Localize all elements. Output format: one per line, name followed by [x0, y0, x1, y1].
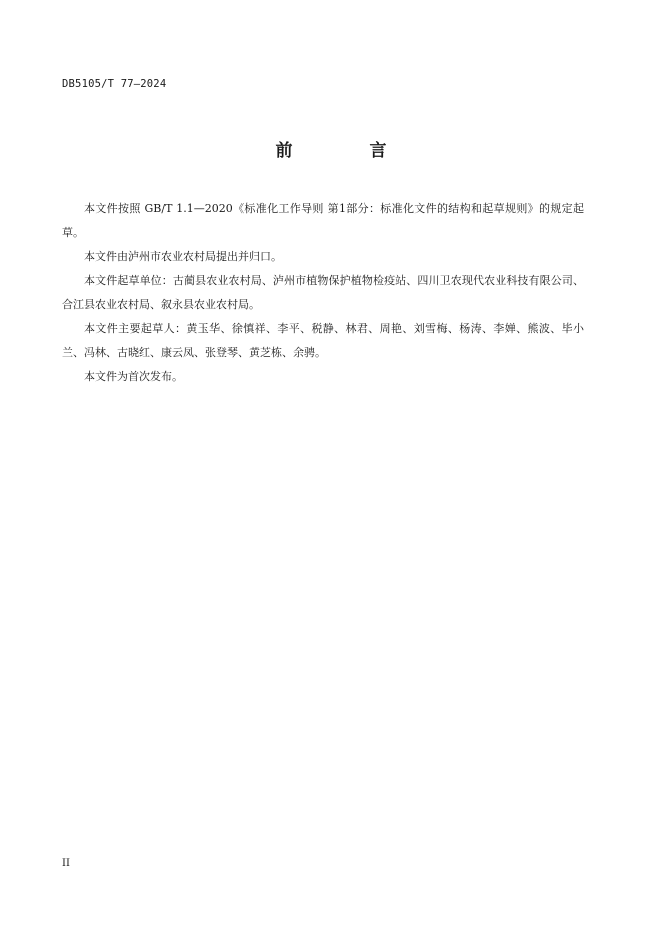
paragraph-proposer: 本文件由泸州市农业农村局提出并归口。 — [84, 250, 282, 263]
paragraph-drafting-units: 本文件起草单位：古蔺县农业农村局、泸州市植物保护植物检疫站、四川卫农现代农业科技有限公司、合江县农业农村局、叙永县农业农村局。 — [62, 274, 584, 311]
paragraph-drafting-basis: 本文件按照 GB/T 1.1—2020《标准化工作导则 第1部分：标准化文件的结构和起草规则》的规定起草。 — [62, 202, 584, 239]
paragraph-first-release: 本文件为首次发布。 — [84, 370, 183, 383]
document-code: DB5105/T 77—2024 — [62, 78, 167, 90]
page-number: II — [62, 858, 70, 869]
paragraph-drafters: 本文件主要起草人：黄玉华、徐慎祥、李平、税静、林君、周艳、刘雪梅、杨涛、李婵、熊波、毕小兰、冯林、古晓红、康云凤、张登琴、黄芝栋、余骋。 — [62, 322, 584, 359]
foreword-body — [62, 197, 584, 389]
page-title: 前 言 — [275, 141, 417, 161]
